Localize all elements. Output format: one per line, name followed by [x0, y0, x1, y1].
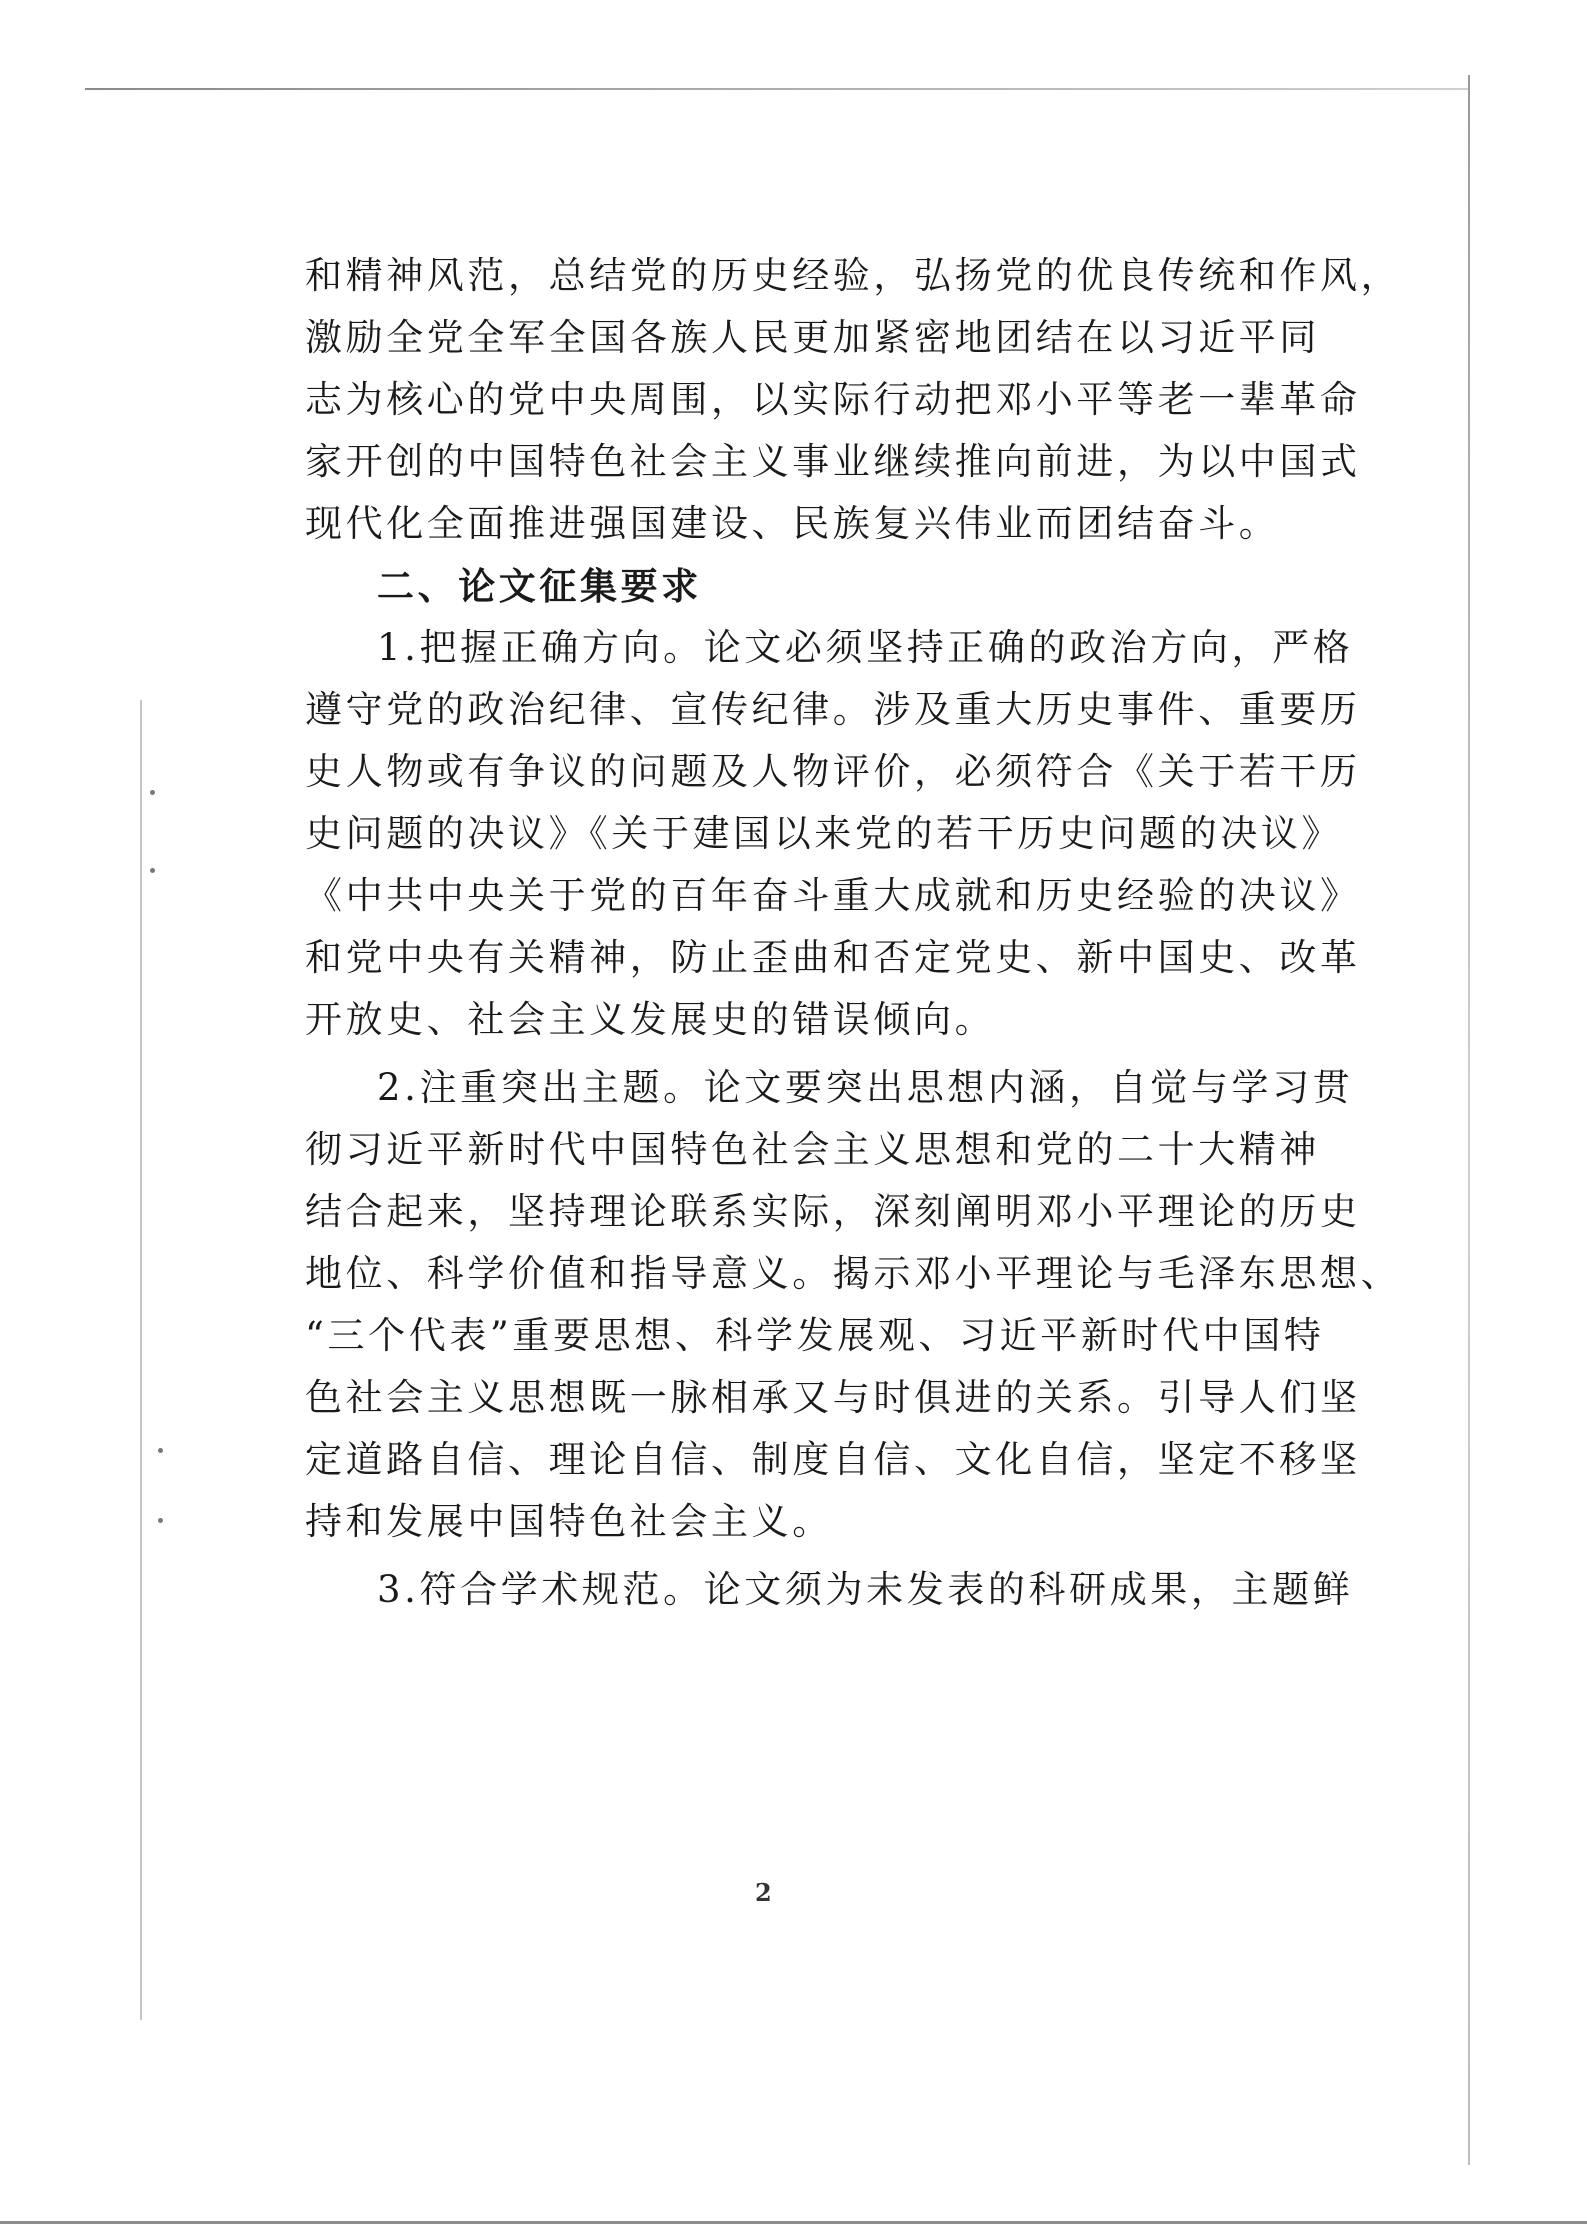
text-line: 激励全党全军全国各族人民更加紧密地团结在以习近平同 — [305, 316, 1320, 359]
text-line: 现代化全面推进强国建设、民族复兴伟业而团结奋斗。 — [305, 502, 1280, 545]
scan-edge-bottom — [0, 2221, 1587, 2224]
text-line: 定道路自信、理论自信、制度自信、文化自信，坚定不移坚 — [305, 1438, 1361, 1481]
text-line: 开放史、社会主义发展史的错误倾向。 — [305, 998, 996, 1041]
text-line: 史问题的决议》《关于建国以来党的若干历史问题的决议》 — [305, 812, 1343, 855]
scan-edge-right — [1468, 75, 1470, 2165]
scan-edge-top — [85, 88, 1470, 90]
text-line: 彻习近平新时代中国特色社会主义思想和党的二十大精神 — [305, 1128, 1320, 1171]
text-line: 持和发展中国特色社会主义。 — [305, 1500, 833, 1543]
text-line: 《中共中央关于党的百年奋斗重大成就和历史经验的决议》 — [305, 874, 1361, 917]
text-line: 志为核心的党中央周围，以实际行动把邓小平等老一辈革命 — [305, 378, 1361, 421]
document-body — [305, 245, 1402, 1621]
section-heading: 二、论文征集要求 — [377, 564, 702, 608]
scan-speck — [158, 1518, 163, 1523]
text-line: 和精神风范，总结党的历史经验，弘扬党的优良传统和作风， — [305, 254, 1402, 297]
scan-speck — [150, 868, 155, 873]
text-line: 色社会主义思想既一脉相承又与时俱进的关系。引导人们坚 — [305, 1376, 1361, 1419]
text-line: 遵守党的政治纪律、宣传纪律。涉及重大历史事件、重要历 — [305, 688, 1361, 731]
paragraph-first-line: 2.注重突出主题。论文要突出思想内涵，自觉与学习贯 — [377, 1066, 1354, 1109]
text-line: “三个代表”重要思想、科学发展观、习近平新时代中国特 — [305, 1314, 1325, 1357]
scan-speck — [150, 790, 155, 795]
page-number: 2 — [755, 1878, 772, 1907]
text-line: 和党中央有关精神，防止歪曲和否定党史、新中国史、改革 — [305, 936, 1361, 979]
text-line: 结合起来，坚持理论联系实际，深刻阐明邓小平理论的历史 — [305, 1190, 1361, 1233]
paragraph-first-line: 3.符合学术规范。论文须为未发表的科研成果，主题鲜 — [377, 1568, 1354, 1611]
text-line: 地位、科学价值和指导意义。揭示邓小平理论与毛泽东思想、 — [305, 1252, 1402, 1295]
text-line: 家开创的中国特色社会主义事业继续推向前进，为以中国式 — [305, 440, 1361, 483]
paragraph-first-line: 1.把握正确方向。论文必须坚持正确的政治方向，严格 — [377, 626, 1354, 669]
scan-edge-left — [140, 700, 142, 2020]
scan-speck — [158, 1448, 163, 1453]
text-line: 史人物或有争议的问题及人物评价，必须符合《关于若干历 — [305, 750, 1361, 793]
